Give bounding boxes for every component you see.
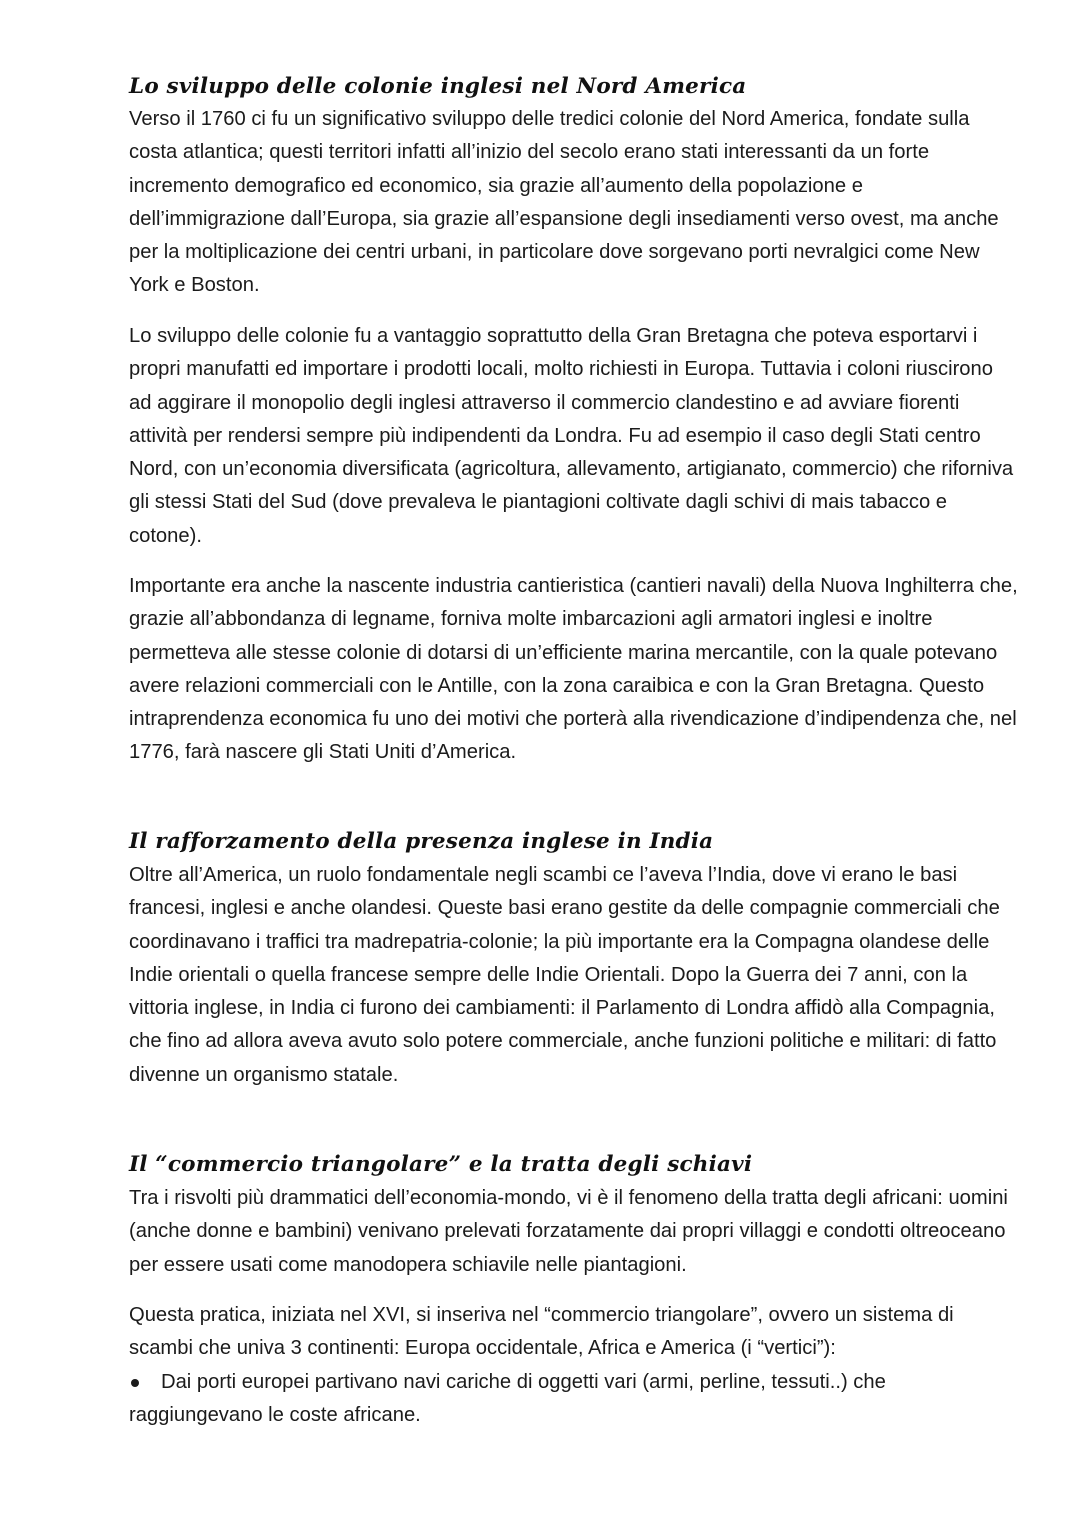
paragraph-shipbuilding: Importante era anche la nascente industria cantieristica (cantieri navali) della Nuova Inghilterra che, grazie all’abbondanza di legname, forniva molte imbarcazioni agli armatori inglesi e inoltre permetteva alle stesse colonie di dotarsi di un’efficiente marina mercantile, con la quale potevano avere relazioni commerciali con le Antille, con la zona caraibica e con la Gran Bretagna. Questo intraprendenza economica fu uno dei motivi che porterà alla rivendicazione d’indipendenza che, nel 1776, farà nascere gli Stati Uniti d’America. xyxy=(129,575,1018,764)
bullet-text: Dai porti europei partivano navi cariche di oggetti vari (armi, perline, tessuti..) che xyxy=(161,1371,886,1393)
section-heading-india: Il rafforzamento della presenza inglese in India xyxy=(129,829,714,854)
paragraph-slave-trade: Tra i risvolti più drammatici dell’economia-mondo, vi è il fenomeno della tratta degli africani: uomini (anche donne e bambini) venivano prelevati forzatamente dai propri villaggi e condotti oltreoceano per essere usati come manodopera schiavile nelle piantagioni. xyxy=(129,1187,1008,1276)
bullet-list xyxy=(129,1366,1019,1433)
paragraph-india-companies: Oltre all’America, un ruolo fondamentale negli scambi ce l’aveva l’India, dove vi erano le basi francesi, inglesi e anche olandesi. Queste basi erano gestite da delle compagnie commerciali che coordinavano i traffici tra madrepatria-colonie; la più importante era la Compagna olandese delle Indie orientali o quella francese sempre delle Indie Orientali. Dopo la Guerra dei 7 anni, con la vittoria inglese, in India ci furono dei cambiamenti: il Parlamento di Londra affidò alla Compagnia, che fino ad allora aveva avuto solo potere commerciale, anche funzioni politiche e militari: di fatto divenne un organismo statale. xyxy=(129,864,1000,1086)
paragraph-colonies-growth: Verso il 1760 ci fu un significativo sviluppo delle tredici colonie del Nord America, fondate sulla costa atlantica; questi territori infatti all’inizio del secolo erano stati interessanti da un forte incremento demografico ed economico, sia grazie all’aumento della popolazione e dell’immigrazione dall’Europa, sia grazie all’espansione degli insediamenti verso ovest, ma anche per la moltiplicazione dei centri urbani, in particolare dove sorgevano porti nevralgici come New York e Boston. xyxy=(129,108,999,297)
bullet-continuation: raggiungevano le coste africane. xyxy=(129,1404,421,1427)
bullet-icon xyxy=(131,1379,139,1387)
list-item xyxy=(129,1366,1019,1399)
section-heading-american-colonies: Lo sviluppo delle colonie inglesi nel Nord America xyxy=(129,74,747,99)
paragraph-triangular-system: Questa pratica, iniziata nel XVI, si inseriva nel “commercio triangolare”, ovvero un sistema di scambi che univa 3 continenti: Europa occidentale, Africa e America (i “vertici”): xyxy=(129,1304,954,1360)
paragraph-colonies-trade: Lo sviluppo delle colonie fu a vantaggio soprattutto della Gran Bretagna che poteva esportarvi i propri manufatti ed importare i prodotti locali, molto richiesti in Europa. Tuttavia i coloni riuscirono ad aggirare il monopolio degli inglesi attraverso il commercio clandestino e ad avviare fiorenti attività per rendersi sempre più indipendenti da Londra. Fu ad esempio il caso degli Stati centro Nord, con un’economia diversificata (agricoltura, allevamento, artigianato, commercio) che riforniva gli stessi Stati del Sud (dove prevaleva le piantagioni coltivate dagli schivi di mais tabacco e cotone). xyxy=(129,325,1014,547)
section-heading-triangular-trade: Il “commercio triangolare” e la tratta degli schiavi xyxy=(129,1152,753,1177)
